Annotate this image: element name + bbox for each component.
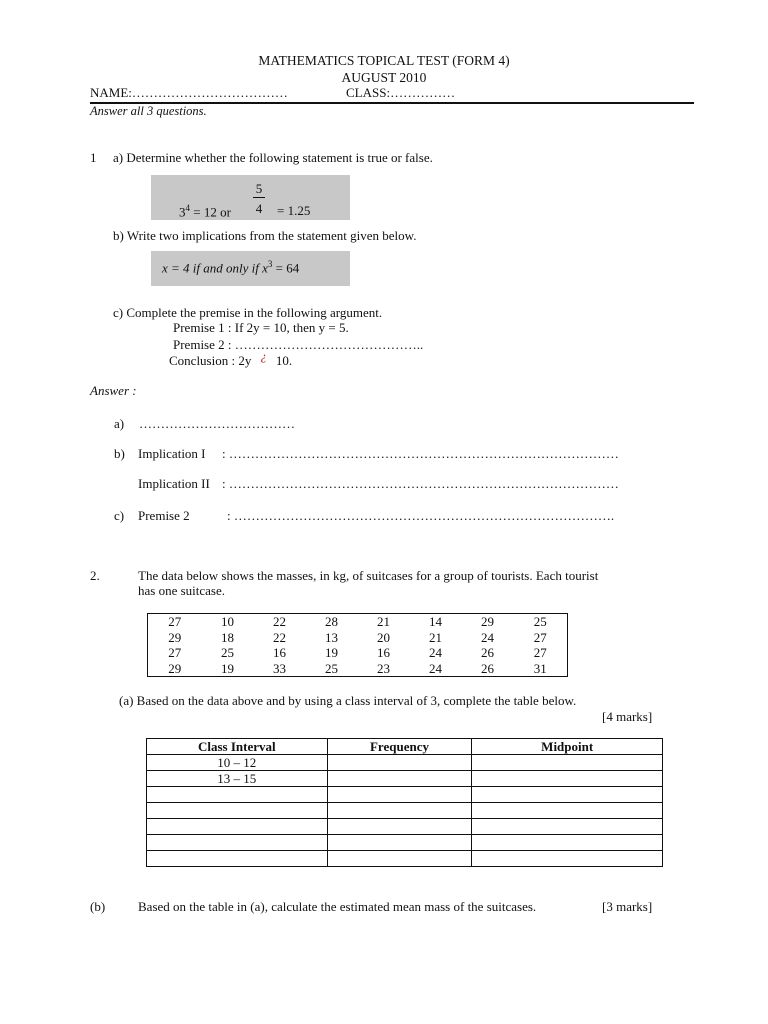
table-row <box>147 755 663 771</box>
q2b-label: (b) <box>90 899 106 914</box>
table-row <box>147 771 663 787</box>
q2-number: 2. <box>90 568 100 583</box>
q1a-mid: = 12 or <box>190 204 231 220</box>
data-cell: 29 <box>168 629 182 645</box>
data-cell: 24 <box>481 629 494 645</box>
data-cell: 25 <box>325 660 338 676</box>
class-interval-cell <box>147 819 328 835</box>
data-cell: 22 <box>273 614 286 630</box>
premise-2-answer-label: Premise 2 <box>138 508 190 523</box>
q1a-fraction-bar <box>253 197 265 198</box>
data-cell: 10 <box>221 614 234 630</box>
data-cell: 28 <box>325 614 338 630</box>
data-cell: 25 <box>533 614 547 630</box>
q1-number: 1 <box>90 150 97 165</box>
implication-1-label: Implication I <box>138 446 206 461</box>
q1a-text: a) Determine whether the following statement is true or false. <box>113 150 433 165</box>
frequency-table <box>146 738 663 867</box>
premise-2: Premise 2 : …………………………………….. <box>173 337 424 352</box>
conclusion-left: Conclusion : 2y <box>169 353 252 368</box>
answer-a-label: a) <box>114 416 125 431</box>
q1a-base: 3 <box>179 204 186 220</box>
data-cell: 14 <box>429 614 442 630</box>
q2b-marks: [3 marks] <box>602 899 653 914</box>
implication-2-label: Implication II <box>138 476 210 491</box>
data-cell: 26 <box>481 660 494 676</box>
frequency-cell <box>327 755 472 771</box>
answer-b-label: b) <box>114 446 125 461</box>
data-row <box>148 661 568 677</box>
frequency-header: Frequency <box>327 739 472 755</box>
q1a-fraction-denominator: 4 <box>255 201 263 216</box>
data-cell: 21 <box>377 614 390 630</box>
midpoint-cell <box>472 787 663 803</box>
q1a-statement-box <box>151 175 350 220</box>
q2-intro-line-2: has one suitcase. <box>138 583 226 598</box>
data-cell: 18 <box>221 629 234 645</box>
table-row <box>147 803 663 819</box>
implication-1-line: : ……………………………………………………………………………… <box>222 446 619 461</box>
class-interval-cell <box>147 803 328 819</box>
test-date: AUGUST 2010 <box>341 70 427 85</box>
midpoint-cell <box>472 771 663 787</box>
data-cell: 20 <box>377 629 390 645</box>
q2-intro-line-1: The data below shows the masses, in kg, of suitcases for a group of tourists. Each tourist <box>138 568 599 583</box>
midpoint-header: Midpoint <box>472 739 663 755</box>
frequency-cell <box>327 851 472 867</box>
midpoint-cell <box>472 819 663 835</box>
q2a-marks: [4 marks] <box>602 709 653 724</box>
premise-1: Premise 1 : If 2y = 10, then y = 5. <box>173 320 349 335</box>
class-interval-cell: 10 – 12 <box>147 755 328 771</box>
data-row <box>148 630 568 646</box>
data-cell: 26 <box>481 645 494 661</box>
conclusion-right: 10. <box>275 353 293 368</box>
data-cell: 13 <box>325 629 338 645</box>
q1b-right: = 64 <box>272 260 300 276</box>
midpoint-cell <box>472 803 663 819</box>
data-cell: 27 <box>168 614 182 630</box>
class-interval-header: Class Interval <box>147 739 328 755</box>
data-cell: 16 <box>273 645 286 661</box>
data-cell: 22 <box>273 629 286 645</box>
table-row <box>147 819 663 835</box>
data-cell: 23 <box>377 660 390 676</box>
instruction: Answer all 3 questions. <box>90 104 207 118</box>
answer-a-line: ……………………………… <box>139 416 295 431</box>
test-title: MATHEMATICS TOPICAL TEST (FORM 4) <box>258 53 510 68</box>
class-interval-cell <box>147 787 328 803</box>
q1b-exponent: 3 <box>267 259 273 269</box>
data-cell: 19 <box>325 645 338 661</box>
q1b-statement <box>162 260 299 274</box>
data-cell: 29 <box>481 614 494 630</box>
class-field: CLASS:…………… <box>346 85 456 100</box>
q1b-text: b) Write two implications from the statement given below. <box>113 228 417 243</box>
class-interval-cell <box>147 835 328 851</box>
q1a-statement-right: = 1.25 <box>277 203 311 218</box>
data-cell: 33 <box>273 660 286 676</box>
data-cell: 27 <box>533 645 547 661</box>
q1a-exponent: 4 <box>185 203 190 213</box>
implication-2-line: : ……………………………………………………………………………… <box>222 476 619 491</box>
class-interval-cell <box>147 851 328 867</box>
conclusion-symbol: ¿ <box>260 349 267 363</box>
suitcase-mass-data-table <box>147 613 568 677</box>
data-cell: 25 <box>221 645 234 661</box>
midpoint-cell <box>472 851 663 867</box>
frequency-cell <box>327 787 472 803</box>
class-interval-cell: 13 – 15 <box>147 771 328 787</box>
name-field: NAME:……………………………… <box>90 85 288 100</box>
conclusion <box>169 349 293 368</box>
premise-2-answer-line: : ……………………………………………………………………………. <box>227 508 615 523</box>
data-cell: 16 <box>377 645 390 661</box>
frequency-cell <box>327 835 472 851</box>
data-cell: 27 <box>168 645 182 661</box>
q1a-statement-left <box>179 204 231 218</box>
q1a-fraction-numerator: 5 <box>255 181 263 196</box>
answer-c-label: c) <box>114 508 125 523</box>
q2b-text: Based on the table in (a), calculate the estimated mean mass of the suitcases. <box>138 899 537 914</box>
q2a-text: (a) Based on the data above and by using a class interval of 3, complete the table below. <box>119 693 577 708</box>
data-cell: 19 <box>221 660 234 676</box>
data-row <box>148 645 568 661</box>
data-cell: 31 <box>533 660 547 676</box>
midpoint-cell <box>472 835 663 851</box>
table-row <box>147 851 663 867</box>
data-cell: 24 <box>429 645 442 661</box>
data-cell: 29 <box>168 660 182 676</box>
q1c-text: c) Complete the premise in the following argument. <box>113 305 383 320</box>
table-row <box>147 787 663 803</box>
q1b-left: x = 4 if and only if x <box>162 260 268 276</box>
midpoint-cell <box>472 755 663 771</box>
frequency-cell <box>327 819 472 835</box>
frequency-cell <box>327 803 472 819</box>
data-cell: 21 <box>429 629 442 645</box>
table-row <box>147 835 663 851</box>
q1b-statement-box <box>151 251 350 286</box>
data-row <box>148 614 568 630</box>
answer-label: Answer : <box>90 383 137 398</box>
data-cell: 27 <box>533 629 547 645</box>
frequency-cell <box>327 771 472 787</box>
data-cell: 24 <box>429 660 442 676</box>
